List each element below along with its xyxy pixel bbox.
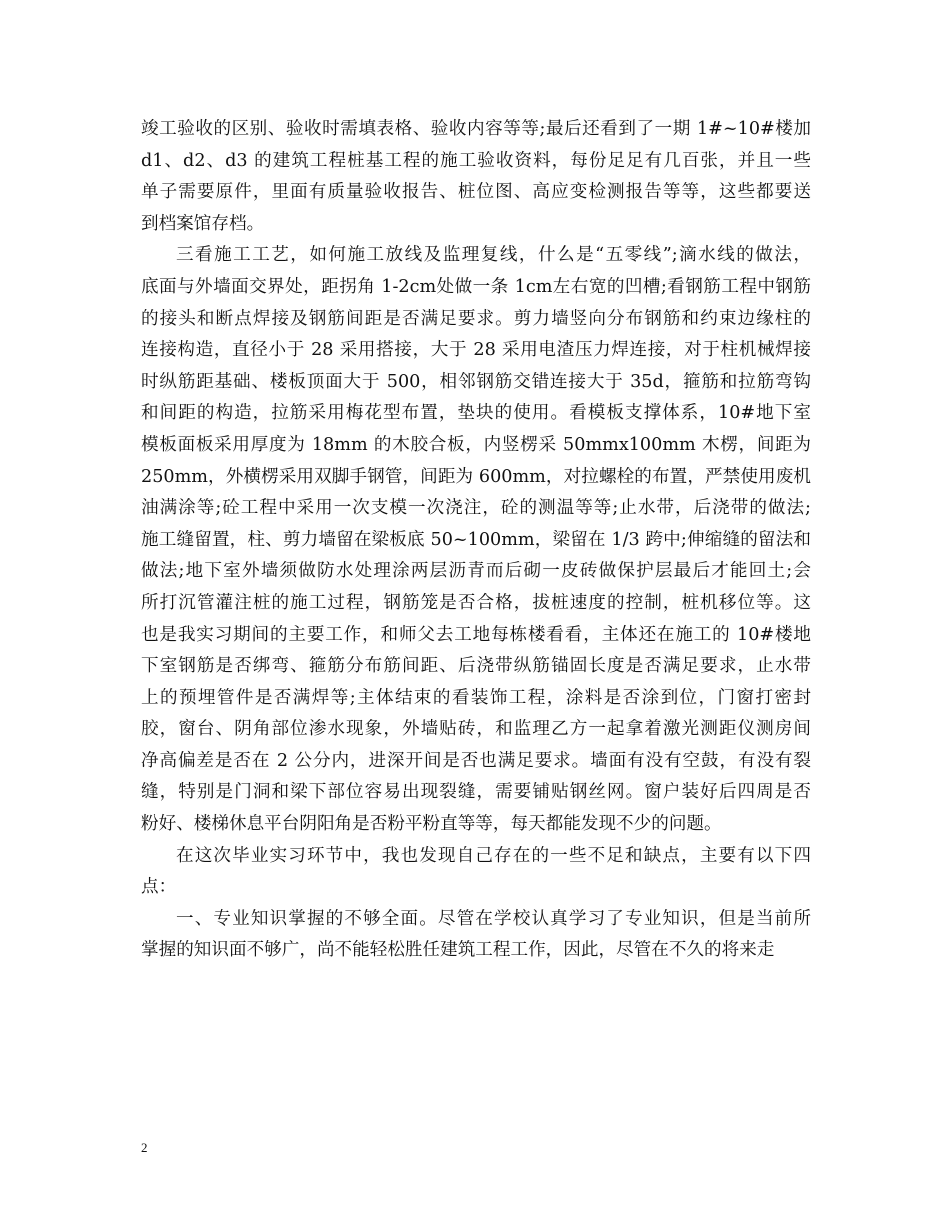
- text-line: 也是我实习期间的主要工作，和师父去工地每栋楼看看，主体还在施工的 10#楼地: [141, 624, 811, 645]
- text-line: 时纵筋距基础、楼板顶面大于 500，相邻钢筋交错连接大于 35d，箍筋和拉筋弯钩: [141, 371, 811, 392]
- text-line: 油满涂等;砼工程中采用一次支模一次浇注，砼的测温等等;止水带，后浇带的做法;: [141, 498, 811, 519]
- text-line: 缝，特别是门洞和梁下部位容易出现裂缝，需要铺贴钢丝网。窗户装好后四周是否: [141, 782, 811, 803]
- text-line: d1、d2、d3 的建筑工程桩基工程的施工验收资料，每份足足有几百张，并且一些: [141, 150, 811, 171]
- text-line: 做法;地下室外墙须做防水处理涂两层沥青而后砌一皮砖做保护层最后才能回土;会: [141, 561, 811, 582]
- text-line: 和间距的构造，拉筋采用梅花型布置，垫块的使用。看模板支撑体系，10#地下室: [141, 403, 811, 424]
- page-number: 2: [141, 1140, 148, 1155]
- text-line: 净高偏差是否在 2 公分内，进深开间是否也满足要求。墙面有没有空鼓，有没有裂: [141, 750, 811, 771]
- paragraph-p4: [141, 904, 811, 967]
- text-line: 单子需要原件，里面有质量验收报告、桩位图、高应变检测报告等等，这些都要送: [141, 182, 811, 203]
- text-line: 上的预埋管件是否满焊等;主体结束的看装饰工程，涂料是否涂到位，门窗打密封: [141, 687, 811, 708]
- text-line: 粉好、楼梯休息平台阴阳角是否粉平粉直等等，每天都能发现不少的问题。: [141, 814, 722, 835]
- text-line: 到档案馆存档。: [141, 213, 265, 234]
- text-line: 连接构造，直径小于 28 采用搭接，大于 28 采用电渣压力焊连接，对于柱机械焊接: [141, 340, 811, 361]
- text-line: 施工缝留置，柱、剪力墙留在梁板底 50~100mm，梁留在 1/3 跨中;伸缩缝的留法和: [141, 529, 811, 550]
- text-line: 模板面板采用厚度为 18mm 的木胶合板，内竖楞采 50mmx100mm 木楞，间距为: [141, 434, 811, 455]
- body-text: [141, 114, 811, 967]
- text-line: 一、专业知识掌握的不够全面。尽管在学校认真学习了专业知识，但是当前所: [176, 908, 811, 929]
- text-line: 250mm，外横楞采用双脚手钢管，间距为 600mm，对拉螺栓的布置，严禁使用废机: [141, 466, 811, 487]
- text-line: 在这次毕业实习环节中，我也发现自己存在的一些不足和缺点，主要有以下四: [176, 845, 811, 866]
- text-line: 胶，窗台、阴角部位渗水现象，外墙贴砖，和监理乙方一起拿着激光测距仪测房间: [141, 719, 811, 740]
- paragraph-p1: [141, 114, 811, 240]
- text-line: 下室钢筋是否绑弯、箍筋分布筋间距、后浇带纵筋锚固长度是否满足要求，止水带: [141, 656, 811, 677]
- paragraph-p3: [141, 841, 811, 904]
- text-line: 底面与外墙面交界处，距拐角 1-2cm处做一条 1cm左右宽的凹槽;看钢筋工程中钢筋: [141, 276, 811, 297]
- text-line: 的接头和断点焊接及钢筋间距是否满足要求。剪力墙竖向分布钢筋和约束边缘柱的: [141, 308, 811, 329]
- text-line: 点：: [141, 877, 177, 898]
- paragraph-p2: [141, 240, 811, 840]
- text-line: 三看施工工艺，如何施工放线及监理复线，什么是“五零线”;滴水线的做法，: [176, 245, 811, 266]
- text-line: 所打沉管灌注桩的施工过程，钢筋笼是否合格，拔桩速度的控制，桩机移位等。这: [141, 592, 811, 613]
- text-line: 竣工验收的区别、验收时需填表格、验收内容等等;最后还看到了一期 1#~10#楼加: [141, 119, 811, 139]
- text-line: 掌握的知识面不够广，尚不能轻松胜任建筑工程工作，因此，尽管在不久的将来走: [141, 940, 775, 961]
